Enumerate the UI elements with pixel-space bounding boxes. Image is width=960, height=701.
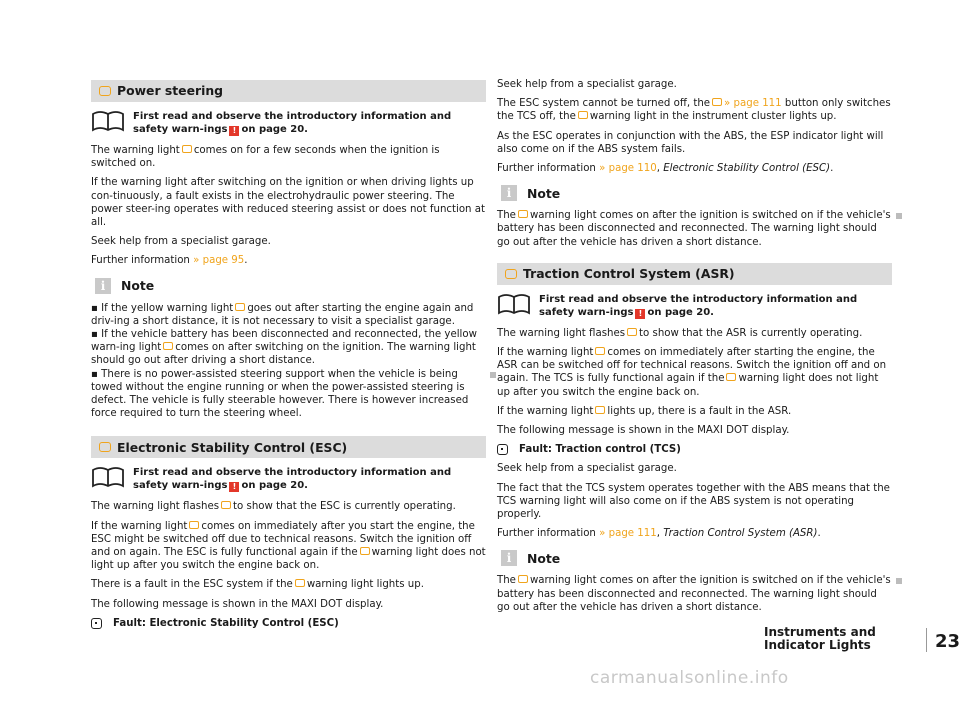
paragraph: Further information » page 111, Traction Control System (ASR). bbox=[497, 528, 821, 540]
paragraph: The warning light flashes to show that the ESC is currently operating. bbox=[91, 501, 456, 513]
section-header-power-steering bbox=[91, 80, 486, 102]
display-message: Fault: Electronic Stability Control (ESC) bbox=[91, 617, 486, 630]
asr-icon bbox=[505, 269, 517, 279]
read-first-notice bbox=[91, 108, 486, 136]
footer-chapter-title: Instruments and Indicator Lights bbox=[764, 625, 876, 653]
footer-divider bbox=[926, 628, 927, 652]
esc-lamp-icon bbox=[518, 210, 528, 218]
paragraph: There is a fault in the ESC system if the warning light lights up. bbox=[91, 579, 424, 591]
info-icon: i bbox=[501, 185, 517, 201]
note-text: The warning light comes on after the ignition is switched on if the vehicle's battery has been disconnected and reconnected. The warning light should go out after the vehicle has driven a short distance. bbox=[497, 209, 892, 249]
asr-lamp-icon bbox=[627, 328, 637, 336]
section-end-mark bbox=[896, 213, 902, 219]
power-steering-lamp-icon bbox=[163, 342, 173, 350]
note-bullet: ▪ If the yellow warning light goes out after starting the engine again and driv-ing a short distance, it is not necessary to visit a specialist garage. bbox=[91, 302, 474, 327]
info-icon: i bbox=[501, 550, 517, 566]
paragraph: Seek help from a specialist garage. bbox=[91, 236, 271, 248]
section-title: Traction Control System (ASR) bbox=[523, 266, 735, 282]
display-message-icon bbox=[497, 444, 508, 455]
paragraph: Seek help from a specialist garage. bbox=[497, 79, 677, 90]
section-header-esc bbox=[91, 436, 486, 458]
esc-lamp-icon bbox=[578, 111, 588, 119]
warning-icon: ! bbox=[229, 482, 239, 492]
read-first-notice: First read and observe the introductory information and safety warn-ings ! on page 20. bbox=[91, 464, 486, 492]
display-message: Fault: Traction control (TCS) bbox=[497, 443, 892, 456]
book-icon bbox=[91, 466, 125, 488]
paragraph: If the warning light comes on immediately after starting the engine, the ASR can be switched off for technical reasons. Switch the ignition off and on again. The TCS is fully functional again if the warning light does not light up after you switch the engine back on. bbox=[497, 347, 887, 398]
page-number: 23 bbox=[934, 631, 960, 653]
paragraph: If the warning light lights up, there is a fault in the ASR. bbox=[497, 405, 792, 417]
paragraph: The following message is shown in the MAXI DOT display. bbox=[91, 598, 384, 610]
note-header bbox=[497, 185, 892, 201]
warning-icon: ! bbox=[229, 126, 239, 136]
note-title: Note bbox=[527, 550, 561, 566]
paragraph: Further information » page 95. bbox=[91, 255, 248, 267]
display-message-icon bbox=[91, 618, 102, 629]
read-first-notice: First read and observe the introductory information and safety warn-ings ! on page 20. bbox=[497, 291, 892, 319]
esc-lamp-icon bbox=[295, 579, 305, 587]
esc-button-icon bbox=[712, 98, 722, 106]
paragraph: Further information » page 110, Electronic Stability Control (ESC). bbox=[497, 163, 834, 175]
note-header bbox=[91, 278, 486, 294]
paragraph: Seek help from a specialist garage. bbox=[497, 463, 677, 475]
page-link[interactable]: » page 110 bbox=[599, 163, 657, 175]
paragraph: The warning light comes on for a few seconds when the ignition is switched on. bbox=[91, 145, 440, 170]
page-link[interactable]: » page 111 bbox=[599, 528, 657, 540]
page-footer bbox=[764, 626, 960, 652]
section-end-mark bbox=[490, 372, 496, 378]
watermark: carmanualsonline.info bbox=[590, 668, 789, 688]
book-icon bbox=[497, 293, 531, 315]
paragraph: The fact that the TCS system operates together with the ABS means that the TCS warning light will also come on if the ABS system is not operating properly. bbox=[497, 482, 890, 521]
note-header bbox=[497, 550, 892, 566]
page-link[interactable]: » page 111 bbox=[724, 98, 782, 110]
asr-lamp-icon bbox=[518, 575, 528, 583]
paragraph: If the warning light comes on immediately after you start the engine, the ESC might be switched off due to technical reasons. Switch the ignition off and on again. The ESC is fully functional again if the warning light does not light up after you switch the engine back on. bbox=[91, 520, 486, 572]
power-steering-lamp-icon bbox=[182, 145, 192, 153]
info-icon: i bbox=[95, 278, 111, 294]
esc-icon bbox=[99, 442, 111, 452]
left-column bbox=[91, 80, 486, 636]
note-bullet: ▪ There is no power-assisted steering support when the vehicle is being towed without the engine running or when the power-assisted steering is defect. The vehicle is fully steerable however. There is however increased force required to turn the steering wheel. bbox=[91, 368, 486, 421]
note-text: The warning light comes on after the ignition is switched on if the vehicle's battery has been disconnected and reconnected. The warning light should go out after the vehicle has driven a short distance. bbox=[497, 574, 892, 614]
asr-lamp-icon bbox=[595, 406, 605, 414]
section-end-mark bbox=[896, 578, 902, 584]
note-title: Note bbox=[121, 278, 155, 294]
power-steering-lamp-icon bbox=[235, 303, 245, 311]
asr-lamp-icon bbox=[726, 373, 736, 381]
section-header-asr bbox=[497, 263, 892, 285]
esc-lamp-icon bbox=[189, 521, 199, 529]
paragraph: If the warning light after switching on the ignition or when driving lights up con-tinuously, a fault exists in the electrohydraulic power steering. The power steer-ing operates with reduced steering assist or does not function at all. bbox=[91, 177, 485, 229]
note-title: Note bbox=[527, 185, 561, 201]
notice-text: First read and observe the introductory information and safety warn-ings bbox=[133, 111, 452, 135]
page-link[interactable]: » page 95 bbox=[193, 255, 245, 267]
warning-icon: ! bbox=[635, 309, 645, 319]
book-icon bbox=[91, 110, 125, 132]
paragraph: The warning light flashes to show that the ASR is currently operating. bbox=[497, 327, 863, 339]
power-steering-icon bbox=[99, 86, 111, 96]
note-bullet: ▪ If the vehicle battery has been disconnected and reconnected, the yellow warn-ing light comes on after switching on the ignition. The warning light should go out after driving a short distance. bbox=[91, 329, 477, 367]
right-column bbox=[497, 78, 892, 620]
section-title: Power steering bbox=[117, 83, 224, 99]
paragraph: As the ESC operates in conjunction with the ABS, the ESP indicator light will also come on if the ABS system fails. bbox=[497, 130, 884, 155]
asr-lamp-icon bbox=[595, 347, 605, 355]
paragraph: The following message is shown in the MAXI DOT display. bbox=[497, 425, 790, 437]
esc-lamp-icon bbox=[221, 501, 231, 509]
notice-page: on page 20. bbox=[241, 124, 308, 135]
esc-lamp-icon bbox=[360, 547, 370, 555]
paragraph: The ESC system cannot be turned off, the » page 111 button only switches the TCS off, the warning light in the instrument cluster lights up. bbox=[497, 98, 891, 123]
section-title: Electronic Stability Control (ESC) bbox=[117, 439, 348, 455]
